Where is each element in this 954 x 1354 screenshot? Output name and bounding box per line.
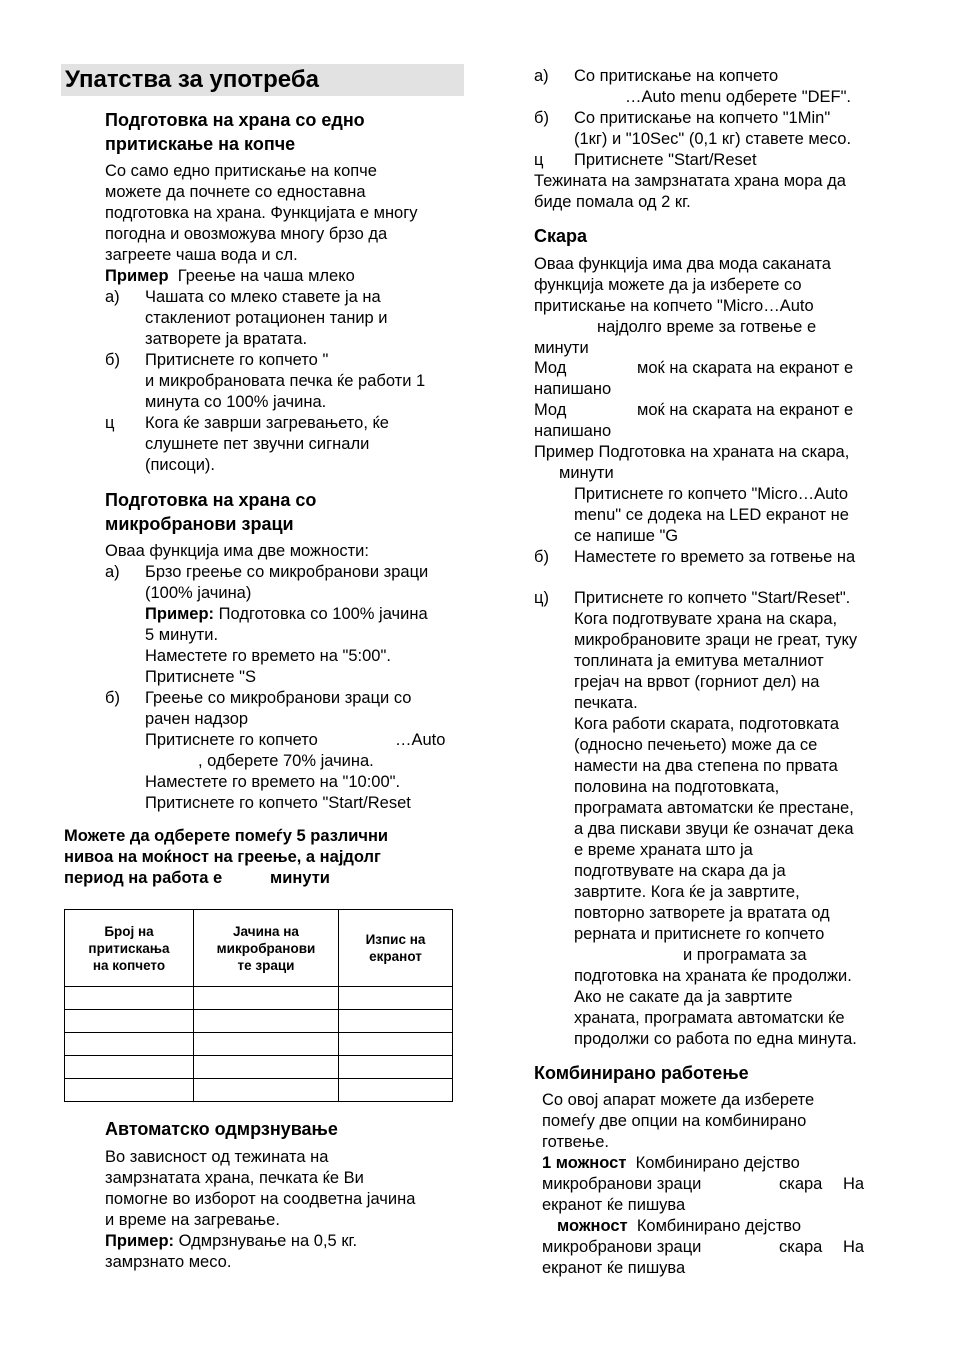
list-text: Притиснете го копчето "Micro…Auto xyxy=(574,485,849,503)
mode-label: Мод xyxy=(534,401,567,419)
list-marker: ц xyxy=(534,151,544,169)
mode-text: моќ на скарата на екранот е xyxy=(637,401,854,419)
list-text: menu" се додека на LED екранот не xyxy=(574,506,849,524)
option-line xyxy=(542,1153,800,1174)
list-text: Наместете го времето на "5:00". xyxy=(145,647,391,665)
list-text: минута со 100% јачина. xyxy=(145,393,327,411)
option-label: 1 можност xyxy=(542,1154,627,1172)
table-header-row xyxy=(65,910,453,987)
paragraph-line: Со само едно притискање на копче xyxy=(105,162,377,180)
list-text: Притиснете го копчето " xyxy=(145,351,329,369)
list-marker: б) xyxy=(105,351,120,369)
table-row xyxy=(65,1079,453,1102)
list-text: (1кг) и "10Sec" (0,1 кг) ставете месо. xyxy=(574,130,852,148)
paragraph-line: Тежината на замрзнатата храна мора да xyxy=(534,172,846,190)
table-header-presses: Број на притискања на копчето xyxy=(65,910,194,987)
option-line: скара xyxy=(779,1238,823,1256)
list-text: Со притискање на копчето xyxy=(574,67,779,85)
note-line: период на работа е xyxy=(64,869,223,887)
paragraph-line: замрзнато месо. xyxy=(105,1253,232,1271)
example-text: Греење на чаша млеко xyxy=(177,267,355,285)
note-line: нивоа на моќност на греење, а најдолг xyxy=(64,848,381,866)
option-label: можност xyxy=(557,1217,628,1235)
list-text: топлината ја емитува металниот xyxy=(574,652,824,670)
list-text: програмата автоматски ќе престане, xyxy=(574,799,854,817)
list-text: Греење со микробранови зраци со xyxy=(145,689,412,707)
paragraph-line: најдолго време за готвење е xyxy=(597,318,817,336)
list-text: (односно печењето) може да се xyxy=(574,736,818,754)
table-row xyxy=(65,1033,453,1056)
example-text: Подготовка со 100% јачина xyxy=(218,605,428,623)
list-text: половина на подготовката, xyxy=(574,778,780,796)
table-row xyxy=(65,1056,453,1079)
paragraph-line: напишано xyxy=(534,380,612,398)
list-marker: б) xyxy=(534,109,549,127)
option-line: екранот ќе пишува xyxy=(542,1196,686,1214)
table-header-display: Изпис на екранот xyxy=(339,910,453,987)
list-text: завртите. Кога ќе ја завртите, xyxy=(574,883,800,901)
table-header-power: Јачина на микробранови те зраци xyxy=(194,910,339,987)
paragraph-line: Оваа функција има две можности: xyxy=(105,542,369,560)
list-text: рерната и притиснете го копчето xyxy=(574,925,825,943)
list-text: Притиснете "S xyxy=(145,668,257,686)
example-line xyxy=(105,1231,357,1252)
paragraph-line: помеѓу две опции на комбинирано xyxy=(542,1112,807,1130)
list-text: а два пискави звуци ќе означат дека xyxy=(574,820,854,838)
list-text: Ако не сакате да ја завртите xyxy=(574,988,793,1006)
list-text: , одберете 70% јачина. xyxy=(198,752,374,770)
note-line: минути xyxy=(270,869,330,887)
list-marker: б) xyxy=(534,548,549,566)
paragraph-line: напишано xyxy=(534,422,612,440)
list-text: е време храната што ја xyxy=(574,841,753,859)
list-text: Притиснете го копчето "Start/Reset". xyxy=(574,589,851,607)
list-text: продолжи со работа по една минута. xyxy=(574,1030,857,1048)
list-text: Притиснете "Start/Reset xyxy=(574,151,757,169)
mode-label: Мод xyxy=(534,359,567,377)
section-heading-grill: Скара xyxy=(534,226,588,246)
example-line: Пример Подготовка на храната на скара, xyxy=(534,443,850,461)
mode-text: моќ на скарата на екранот е xyxy=(637,359,854,377)
option-line: микробранови зраци xyxy=(542,1175,702,1193)
option-line: На xyxy=(843,1238,865,1256)
list-marker: а) xyxy=(105,563,120,581)
list-text: микробрановите зраци не греат, туку xyxy=(574,631,858,649)
option-text: Комбинирано дејство xyxy=(635,1154,800,1172)
list-text: храната, програмата автоматски ќе xyxy=(574,1009,845,1027)
example-line: минути xyxy=(559,464,614,482)
table-row xyxy=(65,1010,453,1033)
list-text: се напише "G xyxy=(574,527,679,545)
paragraph-line: минути xyxy=(534,339,589,357)
table-row xyxy=(65,987,453,1010)
section-heading-one-touch: Подготовка на храна со едно xyxy=(105,110,365,130)
paragraph-line: Со овој апарат можете да изберете xyxy=(542,1091,815,1109)
list-text: Притиснете го копчето "Start/Reset xyxy=(145,794,411,812)
list-text: Кога работи скарата, подготовката xyxy=(574,715,839,733)
example-line xyxy=(145,604,428,625)
list-text: Чашата со млеко ставете ја на xyxy=(145,288,381,306)
paragraph-line: помогне во изборот на соодветна јачина xyxy=(105,1190,416,1208)
list-text: (100% јачина) xyxy=(145,584,252,602)
example-text: Одмрзнување на 0,5 кг. xyxy=(178,1232,358,1250)
list-text: затворете ја вратата. xyxy=(145,330,308,348)
list-text: стаклениот ротационен танир и xyxy=(145,309,388,327)
section-heading-microwave-2: микробранови зраци xyxy=(105,514,294,534)
paragraph-line: Оваа функција има два мода саканата xyxy=(534,255,831,273)
section-heading-one-touch-2: притискање на копче xyxy=(105,134,296,154)
paragraph-line: замрзнатата храна, печката ќе Ви xyxy=(105,1169,364,1187)
list-text: слушнете пет звучни сигнали xyxy=(145,435,370,453)
paragraph-line: можете да почнете со едноставна xyxy=(105,183,366,201)
list-text: и микробрановата печка ќе работи 1 xyxy=(145,372,426,390)
example-label: Пример: xyxy=(105,1232,175,1250)
list-text: подготвувате на скара да ја xyxy=(574,862,786,880)
paragraph-line: и време на загревање. xyxy=(105,1211,280,1229)
list-text: Наместете го времето на "10:00". xyxy=(145,773,401,791)
paragraph-line: Во зависност од тежината на xyxy=(105,1148,329,1166)
list-text: повторно затворете ја вратата од xyxy=(574,904,830,922)
option-line: На xyxy=(843,1175,865,1193)
list-text: грејач на врвот (горниот дел) на xyxy=(574,673,820,691)
option-line xyxy=(557,1216,801,1237)
example-label: Пример xyxy=(105,267,169,285)
list-marker: б) xyxy=(105,689,120,707)
list-text: Кога подготвувате храна на скара, xyxy=(574,610,838,628)
list-marker: ц xyxy=(105,414,115,432)
page-title: Упатства за употреба xyxy=(61,64,464,96)
example-line xyxy=(105,266,355,287)
list-marker: ц) xyxy=(534,589,549,607)
section-heading-combined: Комбинирано работење xyxy=(534,1063,749,1083)
list-marker: а) xyxy=(105,288,120,306)
list-text: …Auto menu одберете "DEF". xyxy=(625,88,852,106)
paragraph-line: притискање на копчето "Micro…Auto xyxy=(534,297,814,315)
paragraph-line: функција можете да ја изберете со xyxy=(534,276,802,294)
paragraph-line: подготовка на храна. Функцијата е многу xyxy=(105,204,418,222)
paragraph-line: погодна и овозможува многу брзо да xyxy=(105,225,388,243)
list-marker: а) xyxy=(534,67,549,85)
list-text: …Auto xyxy=(395,731,446,749)
list-text: Наместете го времето за готвење на xyxy=(574,548,856,566)
option-line: скара xyxy=(779,1175,823,1193)
option-text: Комбинирано дејство xyxy=(636,1217,802,1235)
paragraph-line: готвење. xyxy=(542,1133,609,1151)
option-line: микробранови зраци xyxy=(542,1238,702,1256)
section-heading-microwave: Подготовка на храна со xyxy=(105,490,317,510)
list-text: Со притискање на копчето "1Min" xyxy=(574,109,831,127)
list-text: Брзо греење со микробранови зраци xyxy=(145,563,429,581)
section-heading-defrost: Автоматско одмрзнување xyxy=(105,1119,338,1139)
power-level-table xyxy=(64,909,453,1102)
list-text: печката. xyxy=(574,694,638,712)
example-label: Пример: xyxy=(145,605,215,623)
list-text: и програмата за xyxy=(683,946,807,964)
list-text: (писоци). xyxy=(145,456,216,474)
list-text: Кога ќе заврши загревањето, ќе xyxy=(145,414,389,432)
option-line: екранот ќе пишува xyxy=(542,1259,686,1277)
list-text: рачен надзор xyxy=(145,710,249,728)
list-text: подготовка на храната ќе продолжи. xyxy=(574,967,852,985)
list-text: намести на два степена по првата xyxy=(574,757,838,775)
list-text: Притиснете го копчето xyxy=(145,731,318,749)
note-line: Можете да одберете помеѓу 5 различни xyxy=(64,827,389,845)
paragraph-line: загреете чаша вода и сл. xyxy=(105,246,298,264)
paragraph-line: биде помала од 2 кг. xyxy=(534,193,691,211)
list-text: 5 минути. xyxy=(145,626,219,644)
